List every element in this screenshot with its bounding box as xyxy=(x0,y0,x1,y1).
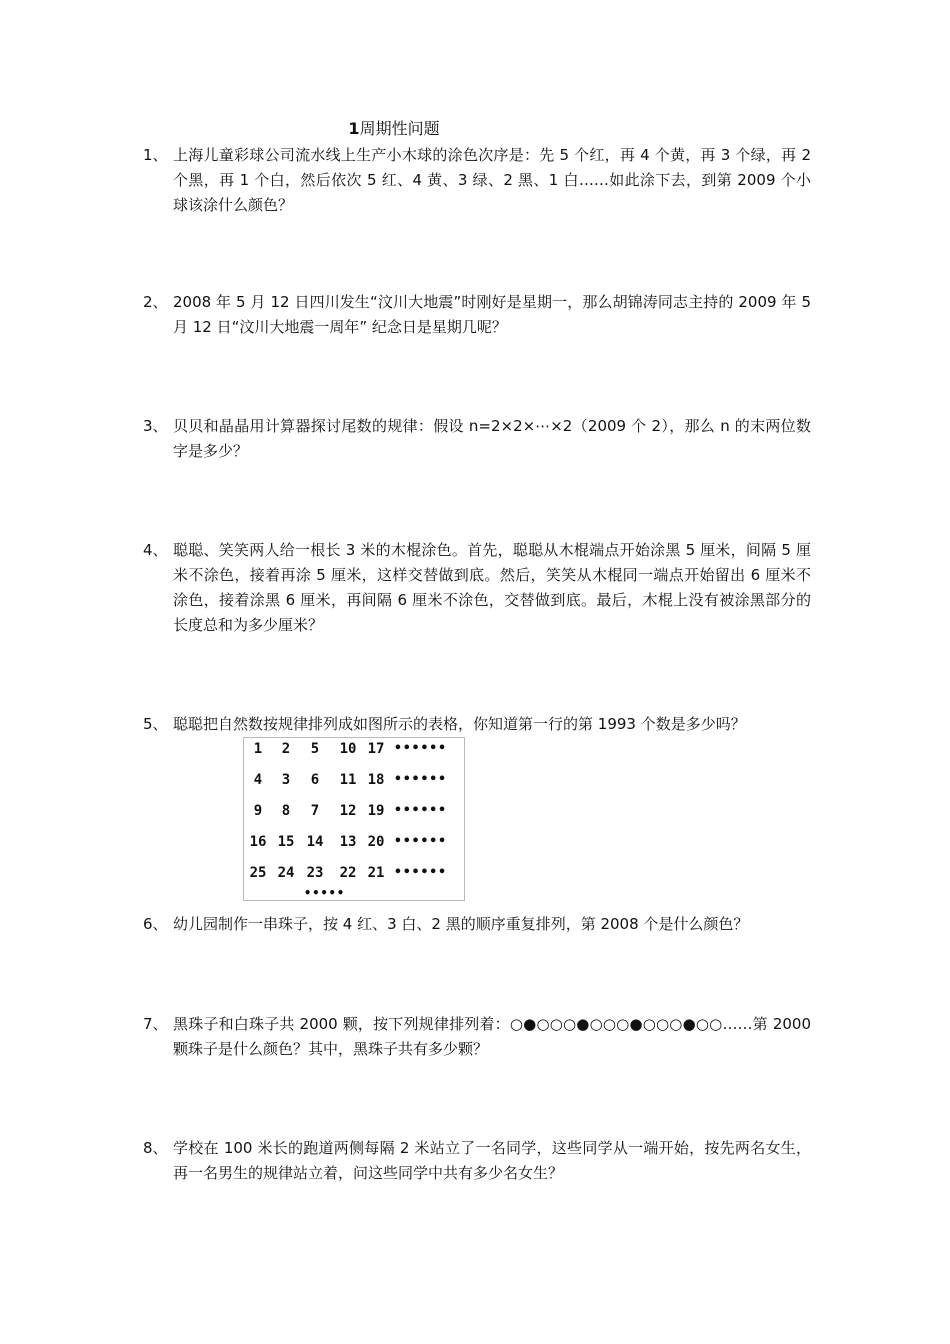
grid-cell: 6 xyxy=(310,772,320,788)
question-number: 3、 xyxy=(143,417,168,435)
row-continuation-dots: •••••• xyxy=(394,772,447,787)
grid-cell: 22 xyxy=(339,865,357,881)
grid-cell: 4 xyxy=(253,772,263,788)
grid-cell: 23 xyxy=(306,865,324,881)
question-text: 黑珠子和白珠子共 2000 颗，按下列规律排列着：○●○○○●○○○●○○○●○○……第 2000 颗珠子是什么颜色？其中，黑珠子共有多少颗？ xyxy=(173,1015,811,1058)
grid-cell: 21 xyxy=(367,865,385,881)
row-continuation-dots: •••••• xyxy=(394,834,447,849)
row-continuation-dots: •••••• xyxy=(394,803,447,818)
grid-cell: 14 xyxy=(306,834,324,850)
question-number: 8、 xyxy=(143,1139,168,1157)
column-continuation-dots: ••••• xyxy=(304,886,346,900)
question-number: 4、 xyxy=(143,541,168,559)
grid-cell: 18 xyxy=(367,772,385,788)
question-text: 聪聪、笑笑两人给一根长 3 米的木棍涂色。首先，聪聪从木棍端点开始涂黑 5 厘米，间隔 5 厘米不涂色，接着再涂 5 厘米，这样交替做到底。然后，笑笑从木棍同一端点开始留出 6 厘米不涂色，接着涂黑 6 厘米，再间隔 6 厘米不涂色，交替做到底。最后，木棍上没有被涂黑部分的长度总和为多少厘米？ xyxy=(173,541,811,634)
question-1 xyxy=(143,143,811,218)
grid-cell: 20 xyxy=(367,834,385,850)
grid-cell: 15 xyxy=(277,834,295,850)
question-text: 学校在 100 米长的跑道两侧每隔 2 米站立了一名同学，这些同学从一端开始，按先两名女生，再一名男生的规律站立着，问这些同学中共有多少名女生？ xyxy=(173,1139,811,1182)
question-text: 贝贝和晶晶用计算器探讨尾数的规律：假设 n=2×2×⋯×2（2009 个 2），那么 n 的末两位数字是多少？ xyxy=(173,417,811,460)
grid-cell: 10 xyxy=(339,741,357,757)
grid-cell: 3 xyxy=(281,772,291,788)
grid-cell: 16 xyxy=(249,834,267,850)
grid-cell: 7 xyxy=(310,803,320,819)
question-4 xyxy=(143,538,811,638)
grid-cell: 9 xyxy=(253,803,263,819)
title-number: 1 xyxy=(348,119,360,138)
grid-cell: 12 xyxy=(339,803,357,819)
grid-cell: 8 xyxy=(281,803,291,819)
grid-cell: 17 xyxy=(367,741,385,757)
question-5 xyxy=(143,712,811,737)
question-number: 6、 xyxy=(143,915,168,933)
grid-cell: 11 xyxy=(339,772,357,788)
page-title xyxy=(0,118,788,140)
question-number: 5、 xyxy=(143,715,168,733)
question-text: 上海儿童彩球公司流水线上生产小木球的涂色次序是：先 5 个红，再 4 个黄，再 3 个绿，再 2 个黑，再 1 个白，然后依次 5 红、4 黄、3 绿、2 黑、1 白……如此涂下去，到第 2009 个小球该涂什么颜色？ xyxy=(173,146,811,214)
row-continuation-dots: •••••• xyxy=(394,865,447,880)
question-number: 1、 xyxy=(143,146,168,164)
question-text: 2008 年 5 月 12 日四川发生“汶川大地震”时刚好是星期一，那么胡锦涛同志主持的 2009 年 5 月 12 日“汶川大地震一周年” 纪念日是星期几呢？ xyxy=(173,293,811,336)
question-3 xyxy=(143,414,811,464)
grid-cell: 1 xyxy=(253,741,263,757)
question-8 xyxy=(143,1136,811,1186)
number-grid-figure xyxy=(243,737,465,901)
grid-cell: 13 xyxy=(339,834,357,850)
grid-cell: 2 xyxy=(281,741,291,757)
question-text: 幼儿园制作一串珠子，按 4 红、3 白、2 黑的顺序重复排列，第 2008 个是什么颜色？ xyxy=(173,915,749,933)
grid-cell: 24 xyxy=(277,865,295,881)
question-6 xyxy=(143,912,811,937)
question-number: 7、 xyxy=(143,1015,168,1033)
grid-cell: 5 xyxy=(310,741,320,757)
question-2 xyxy=(143,290,811,340)
grid-cell: 25 xyxy=(249,865,267,881)
grid-cell: 19 xyxy=(367,803,385,819)
question-number: 2、 xyxy=(143,293,168,311)
question-7 xyxy=(143,1012,811,1062)
title-text: 周期性问题 xyxy=(359,119,440,138)
question-text: 聪聪把自然数按规律排列成如图所示的表格，你知道第一行的第 1993 个数是多少吗？ xyxy=(173,715,746,733)
row-continuation-dots: •••••• xyxy=(394,741,447,756)
